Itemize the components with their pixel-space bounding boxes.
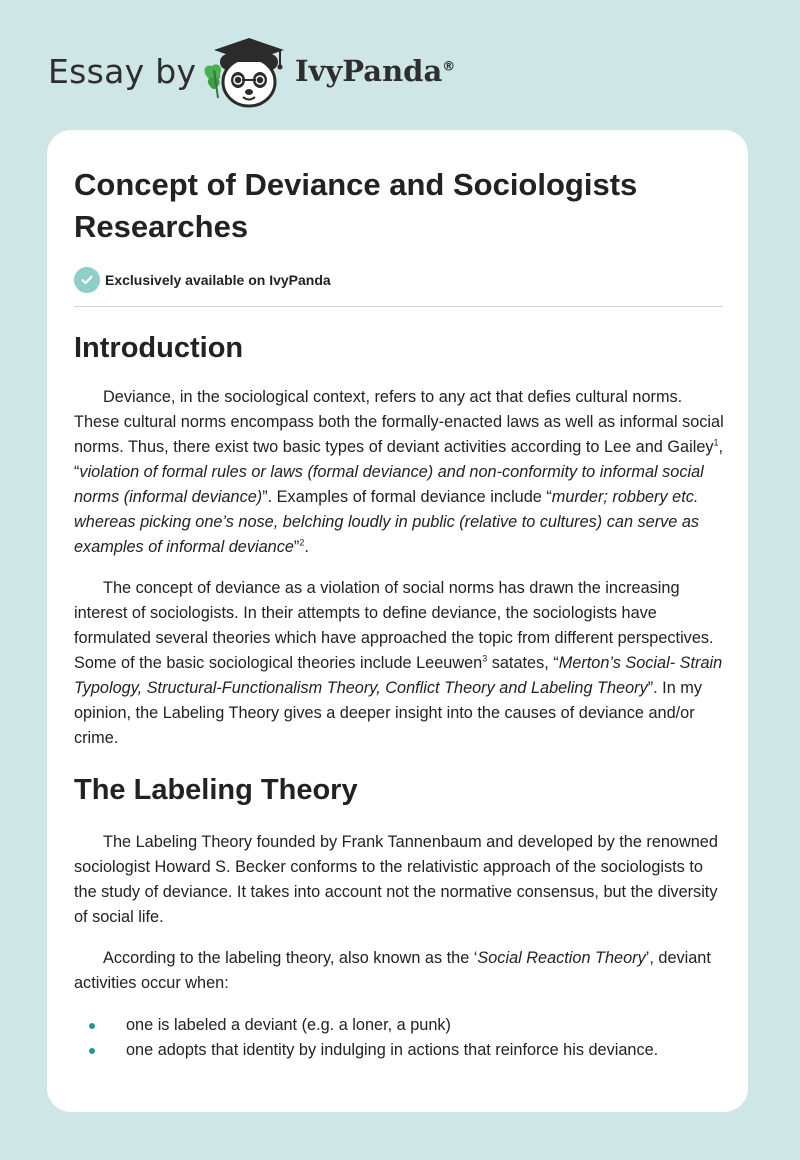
paragraph-intro-1: Deviance, in the sociological context, refers to any act that defies cultural norms. These cultural norms encompass both the formally-enacted laws as well as informal social norms. Thus, there exist two basic types of deviant activities according to Lee and Gailey$^1$, “violation of formal rules or laws (formal deviance) and non-conformity to informal social norms (informal deviance)”. Examples of formal deviance include “murder; robbery etc. whereas picking one’s nose, belching loudly in public (relative to cultures) can serve as examples of informal deviance”$^2$.	[74, 388, 724, 556]
list-item: one adopts that identity by indulging in actions that reinforce his deviance.	[74, 1038, 724, 1063]
check-circle-icon	[74, 267, 100, 293]
heading-introduction: Introduction	[74, 332, 244, 364]
footnote-ref-2[interactable]: 2	[299, 537, 305, 548]
ivypanda-brand[interactable]: IvyPanda®	[295, 54, 456, 88]
footnote-ref-1[interactable]: 1	[713, 437, 719, 448]
site-header	[48, 34, 508, 110]
paragraph-labeling-1: The Labeling Theory founded by Frank Tannenbaum and developed by the renowned sociologist Howard S. Becker conforms to the relativistic approach of the sociologists to the study of deviance. It takes into account not the normative consensus, but the diversity of social life.	[74, 833, 718, 926]
heading-labeling-theory: The Labeling Theory	[74, 774, 358, 806]
list-item: one is labeled a deviant (e.g. a loner, a punk)	[74, 1013, 724, 1038]
exclusive-label: Exclusively available on IvyPanda	[105, 272, 331, 288]
divider	[74, 306, 723, 307]
paragraph-labeling-2: According to the labeling theory, also known as the ‘Social Reaction Theory’, deviant activities occur when:	[74, 949, 711, 992]
paragraph-intro-2: The concept of deviance as a violation of social norms has drawn the increasing interest of sociologists. In their attempts to define deviance, the sociologists have formulated several theories which have approached the topic from different perspectives. Some of the basic sociological theories include Leeuwen$^3$ satates, “Merton’s Social- Strain Typology, Structural-Functionalism Theory, Conflict Theory and Labeling Theory”. In my opinion, the Labeling Theory gives a deeper insight into the causes of deviance and/or crime.	[74, 579, 723, 747]
article-content	[74, 164, 724, 1063]
essay-by-label: Essay by	[48, 52, 197, 91]
bullet-list	[74, 1013, 724, 1063]
ivypanda-logo-icon[interactable]	[200, 34, 290, 110]
article-card	[47, 130, 748, 1112]
exclusive-badge	[74, 267, 724, 293]
article-title: Concept of Deviance and Sociologists Researches	[74, 167, 638, 244]
footnote-ref-3[interactable]: 3	[482, 653, 488, 664]
registered-mark: ®	[442, 59, 456, 75]
